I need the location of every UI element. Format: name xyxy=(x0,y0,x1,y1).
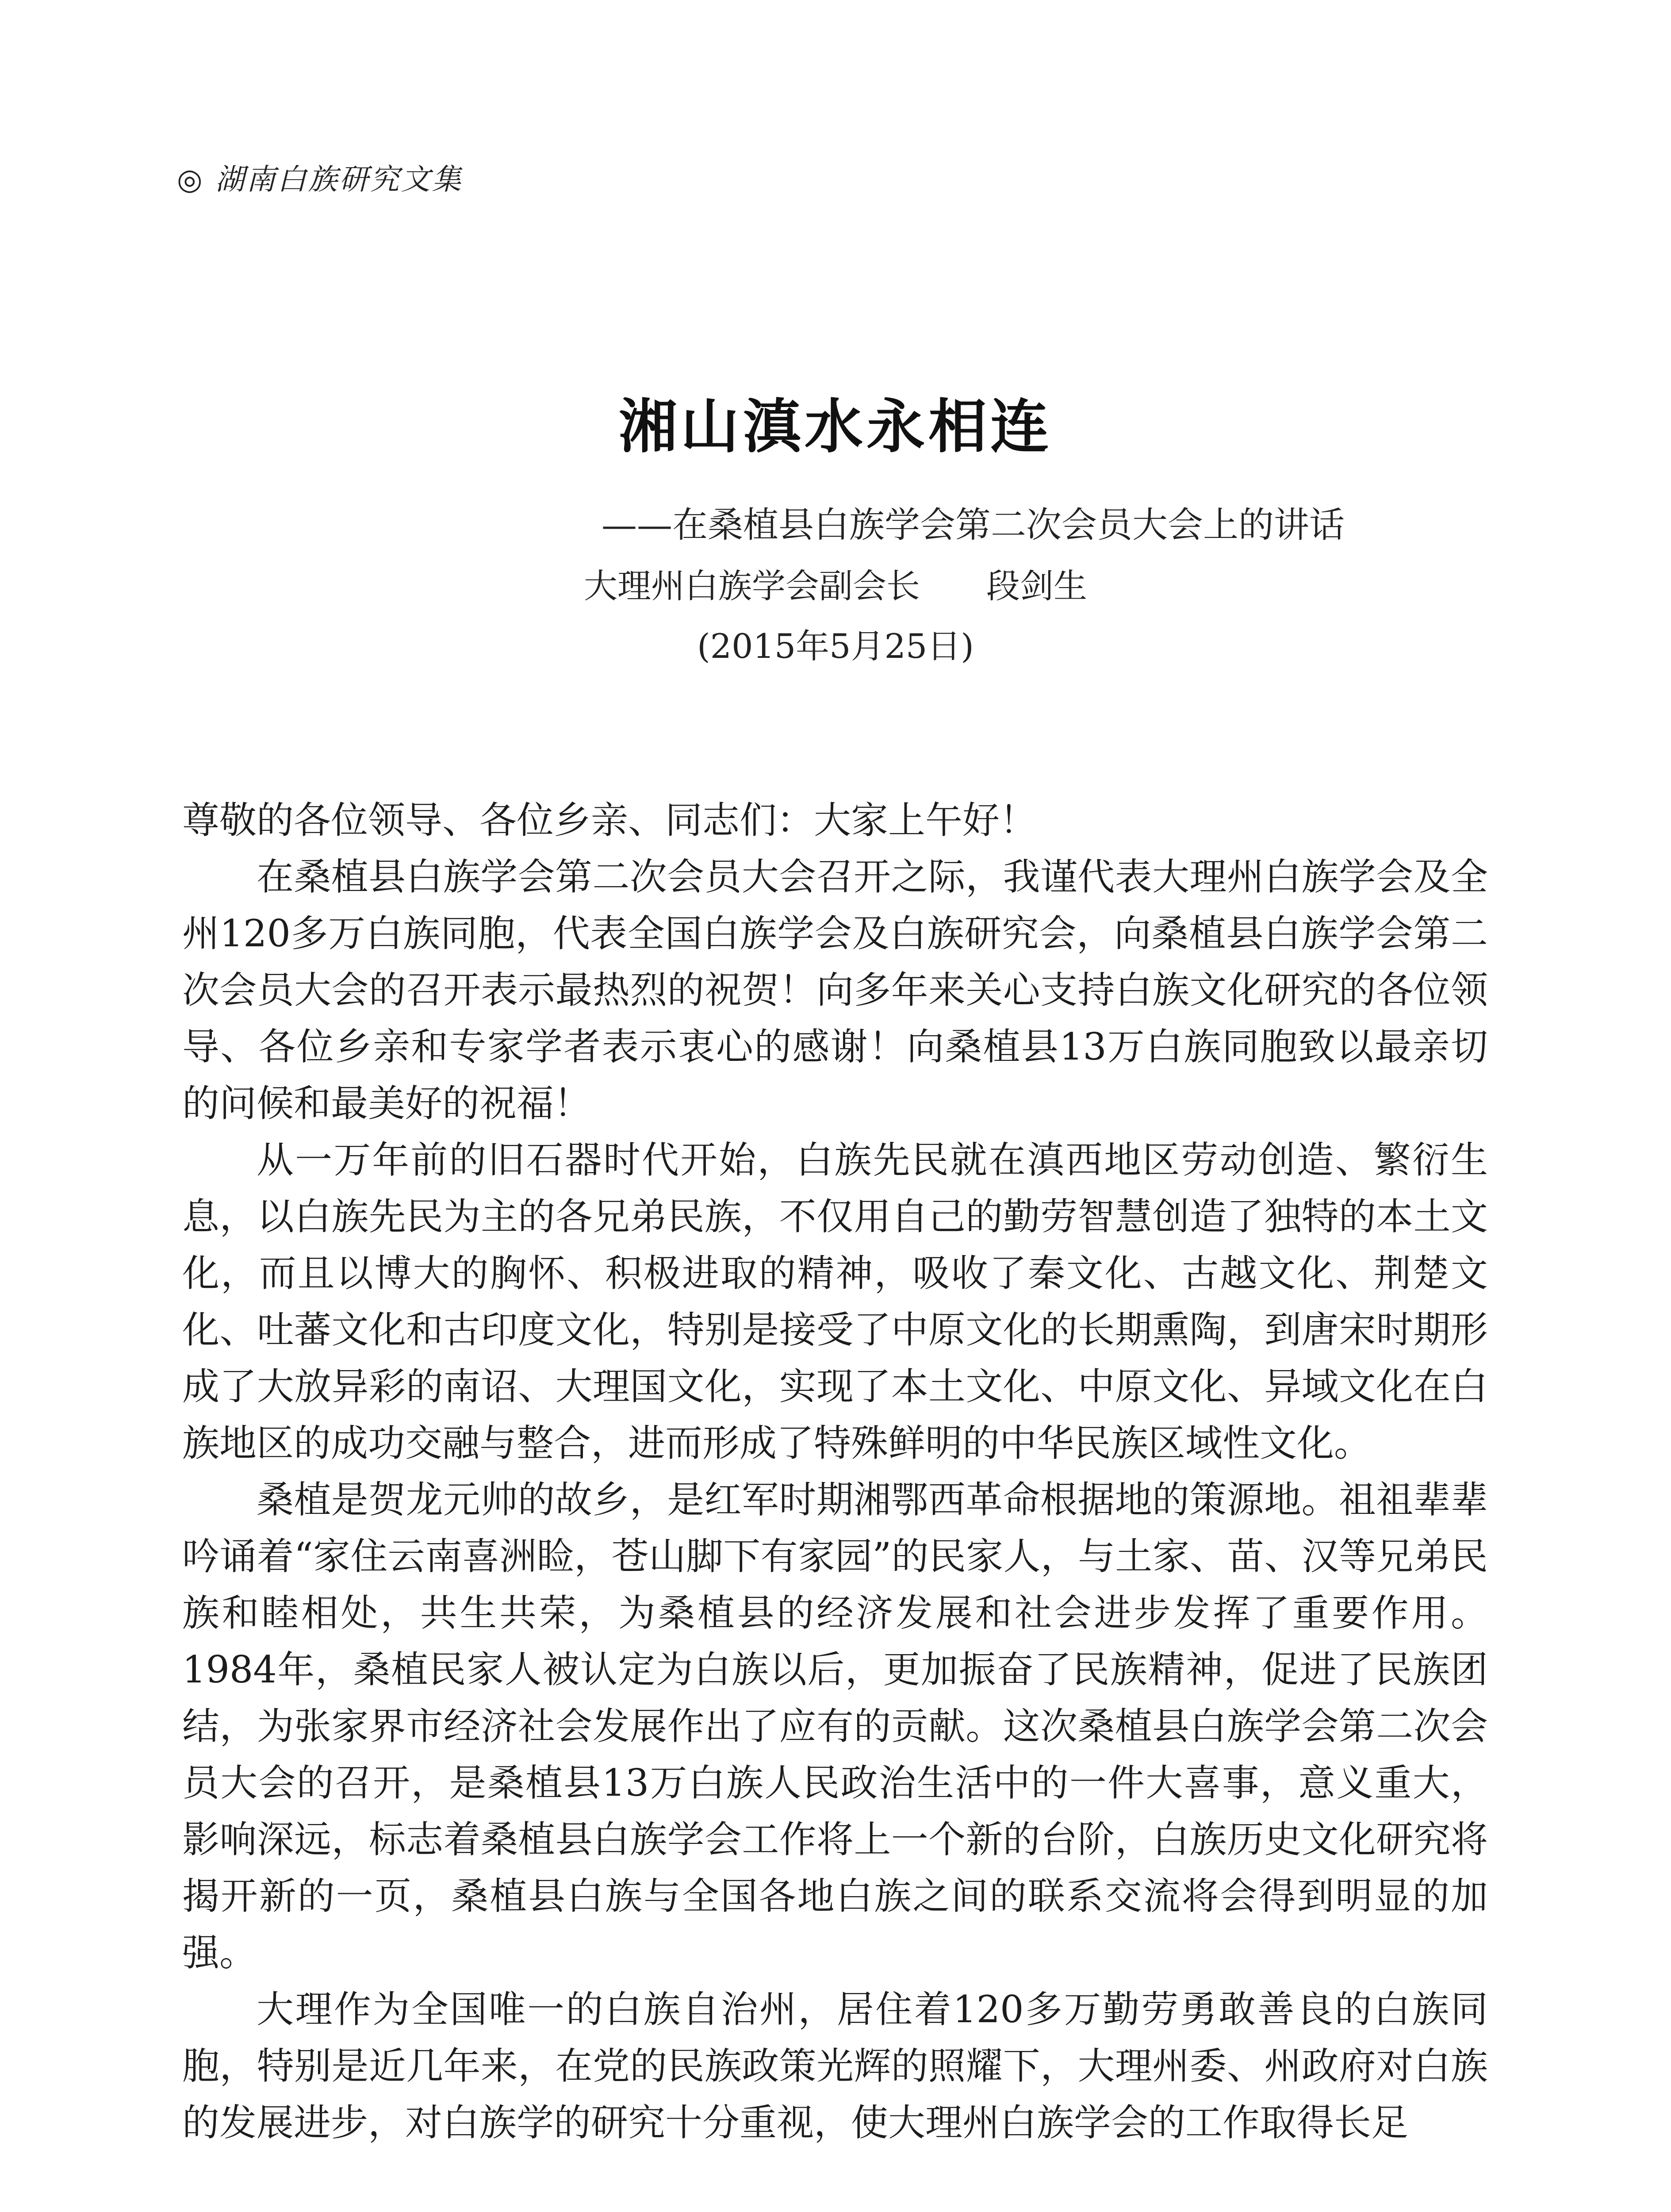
article-body xyxy=(182,792,1488,2151)
running-head: ◎ 湖南白族研究文集 xyxy=(177,162,463,196)
body-paragraph: 在桑植县白族学会第二次会员大会召开之际，我谨代表大理州白族学会及全州120多万白族同胞，代表全国白族学会及白族研究会，向桑植县白族学会第二次会员大会的召开表示最热烈的祝贺！向多年来关心支持白族文化研究的各位领导、各位乡亲和专家学者表示衷心的感谢！向桑植县13万白族同胞致以最亲切的问候和最美好的祝福！ xyxy=(182,855,1488,1125)
salutation-paragraph: 尊敬的各位领导、各位乡亲、同志们：大家上午好！ xyxy=(182,799,1037,842)
author-position: 大理州白族学会副会长 xyxy=(584,566,920,606)
body-paragraph: 大理作为全国唯一的白族自治州，居住着120多万勤劳勇敢善良的白族同胞，特别是近几年来，在党的民族政策光辉的照耀下，大理州委、州政府对白族的发展进步，对白族学的研究十分重视，使大理州白族学会的工作取得长足 xyxy=(182,1988,1488,2144)
author-line xyxy=(0,559,1671,607)
speech-date: (2015年5月25日) xyxy=(697,626,974,666)
body-paragraph: 桑植是贺龙元帅的故乡，是红军时期湘鄂西革命根据地的策源地。祖祖辈辈吟诵着“家住云南喜洲睑，苍山脚下有家园”的民家人，与土家、苗、汉等兄弟民族和睦相处，共生共荣，为桑植县的经济发展和社会进步发挥了重要作用。1984年，桑植民家人被认定为白族以后，更加振奋了民族精神，促进了民族团结，为张家界市经济社会发展作出了应有的贡献。这次桑植县白族学会第二次会员大会的召开，是桑植县13万白族人民政治生活中的一件大喜事，意义重大，影响深远，标志着桑植县白族学会工作将上一个新的台阶，白族历史文化研究将揭开新的一页，桑植县白族与全国各地白族之间的联系交流将会得到明显的加强。 xyxy=(182,1478,1488,1974)
author-name: 段剑生 xyxy=(986,566,1087,606)
article-title: 湘山滇水永相连 xyxy=(619,392,1052,461)
article-subtitle: ——在桑植县白族学会第二次会员大会上的讲话 xyxy=(602,504,1345,545)
body-paragraph: 从一万年前的旧石器时代开始，白族先民就在滇西地区劳动创造、繁衍生息，以白族先民为主的各兄弟民族，不仅用自己的勤劳智慧创造了独特的本土文化，而且以博大的胸怀、积极进取的精神，吸收了秦文化、古越文化、荆楚文化、吐蕃文化和古印度文化，特别是接受了中原文化的长期熏陶，到唐宋时期形成了大放异彩的南诏、大理国文化，实现了本土文化、中原文化、异域文化在白族地区的成功交融与整合，进而形成了特殊鲜明的中华民族区域性文化。 xyxy=(182,1138,1488,1465)
